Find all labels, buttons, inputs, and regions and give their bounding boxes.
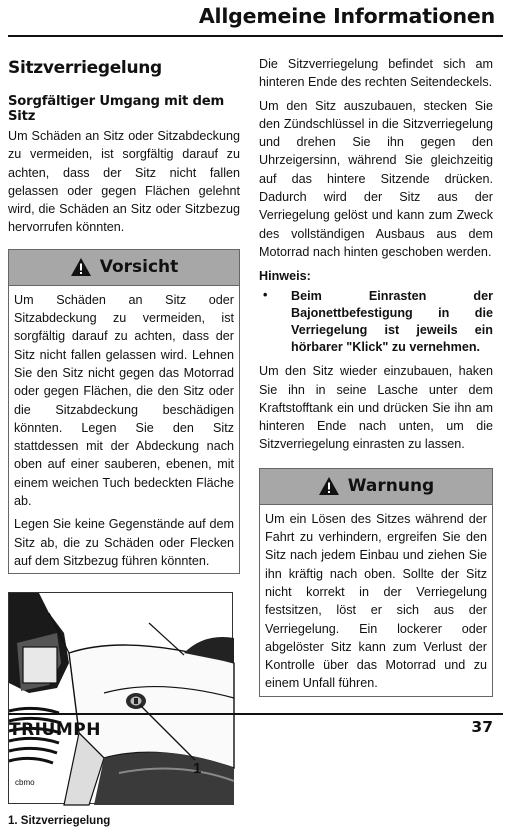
section-title: Sitzverriegelung [8, 58, 162, 78]
bullet-marker: • [263, 288, 268, 303]
right-column [259, 58, 493, 697]
header-rule [8, 35, 503, 37]
note-bullet-text: Beim Einrasten der Bajonettbefestigung in die Verriegelung ist jeweils ein hörbarer "Klick" zu vernehmen. [291, 289, 493, 355]
caution-label: Vorsicht [99, 257, 179, 278]
seat-lock-figure [8, 592, 233, 804]
figure-caption: 1. Sitzverriegelung [8, 815, 111, 827]
caution-paragraph: Legen Sie keine Gegenstände auf dem Sitz ab, die zu Schäden oder Flecken auf dem Sitzbezug führen könnten. [14, 517, 234, 568]
removal-paragraph: Um den Sitz auszubauen, stecken Sie den Zündschlüssel in die Sitzverriegelung und drehen Sie ihn gegen den Uhrzeigersinn, während Sie gleichzeitig auf das hintere Sitzende drücken. Dadurch wird der Sitz aus der Verriegelung gelöst und kann zum Zweck des vollständigen Ausbaus aus dem Motorrad nach hinten geschoben werden. [259, 98, 493, 259]
caution-body [9, 286, 239, 573]
caution-paragraph: Um Schäden an Sitz oder Sitzabdeckung zu vermeiden, ist sorgfältig darauf zu achten, dass der Sitz nicht fallen gelassen wird. Lehnen Sie den Sitz nicht gegen das Motorrad oder gegen Flächen, die den Sitz oder die Sitzabdeckung beschädigen könnten. Legen Sie den Sitz stattdessen mit der Abdeckung nach oben auf einer sauberen, ebenen, mit einem weichen Tuch bedeckten Fläche ab. [14, 292, 234, 509]
triumph-logo: TRIUMPH [9, 720, 101, 740]
location-paragraph: Die Sitzverriegelung befindet sich am hinteren Ende des rechten Seitendeckels. [259, 57, 493, 90]
page-header-title: Allgemeine Informationen [198, 4, 495, 28]
page-number: 37 [471, 718, 493, 736]
warning-box [259, 468, 493, 697]
warning-paragraph: Um ein Lösen des Sitzes während der Fahrt zu verhindern, ergreifen Sie den Sitz nach jedem Einbau und ziehen Sie ihn kräftig nach oben. Sollte der Sitz nicht korrekt in der Verriegelung festsitzen, löst er sich aus der Verriegelung. Ein lockerer oder abgelöster Sitz kann zum Verlust der Kontrolle über das Motorrad und zu einem Unfall führen. [265, 511, 487, 691]
refit-paragraph: Um den Sitz wieder einzubauen, haken Sie ihn in seine Lasche unter dem Kraftstofftank ein und drücken Sie ihn am hinteren Ende nach unten, um die Sitzverriegelung einrasten zu lassen. [259, 364, 493, 452]
left-column [8, 58, 240, 827]
seat-lock-illustration [9, 593, 234, 805]
figure-callout-number: 1 [193, 760, 202, 778]
warning-triangle-icon [318, 476, 340, 496]
subsection-title: Sorgfältiger Umgang mit dem Sitz [8, 94, 225, 124]
warning-label: Warnung [347, 476, 435, 497]
figure-code: cbmo [15, 778, 35, 788]
warning-body [260, 505, 492, 696]
note-bullet [259, 288, 493, 356]
warning-header [260, 469, 492, 505]
caution-header [9, 250, 239, 286]
footer-rule [8, 713, 503, 715]
intro-paragraph: Um Schäden an Sitz oder Sitzabdeckung zu vermeiden, ist sorgfältig darauf zu achten, dass der Sitz nicht fallen gelassen oder gegen Flächen gelehnt wird, die Schäden an Sitz oder Sitzbezug hervorrufen könnten. [8, 129, 240, 235]
caution-box [8, 249, 240, 574]
note-title: Hinweis: [259, 269, 311, 284]
warning-triangle-icon [70, 257, 92, 277]
